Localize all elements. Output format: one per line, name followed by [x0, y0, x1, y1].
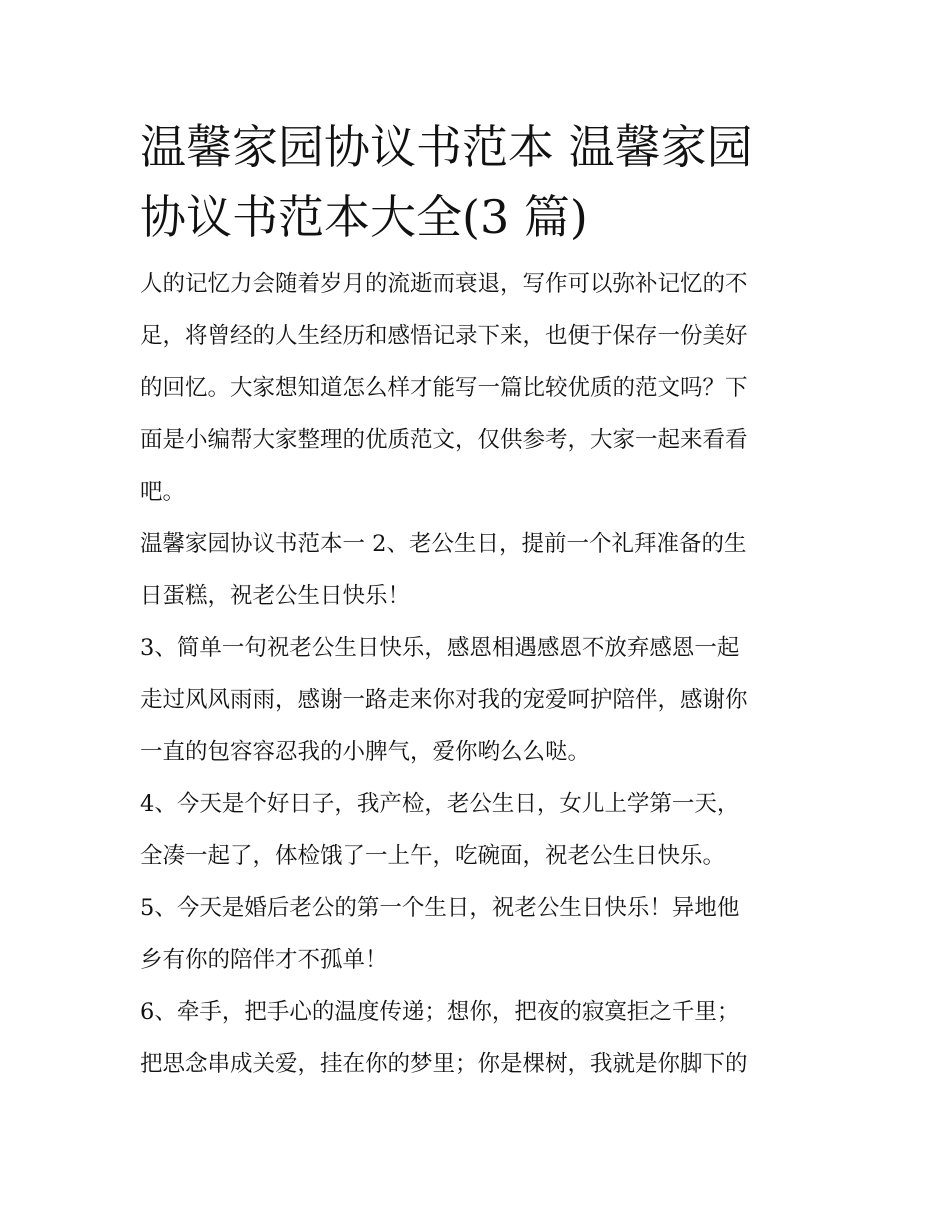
paragraph-item-5 — [140, 882, 815, 986]
text-line: 吧。 — [140, 479, 186, 505]
paragraph-intro — [140, 258, 815, 518]
text-line: 5、今天是婚后老公的第一个生日，祝老公生日快乐！异地他 — [140, 895, 740, 921]
paragraph-item-6 — [140, 986, 815, 1090]
text-line: 乡有你的陪伴才不孤单！ — [140, 947, 388, 973]
text-line: 人的记忆力会随着岁月的流逝而衰退，写作可以弥补记忆的不 — [140, 271, 748, 297]
text-line: 走过风风雨雨，感谢一路走来你对我的宠爱呵护陪伴，感谢你 — [140, 687, 748, 713]
text-line: 日蛋糕，祝老公生日快乐！ — [140, 583, 411, 609]
title-line-2: 协议书范本大全(3 篇) — [140, 190, 588, 244]
document-title — [140, 112, 815, 252]
text-line: 的回忆。大家想知道怎么样才能写一篇比较优质的范文吗？下 — [140, 375, 748, 401]
text-line: 温馨家园协议书范本一 2、老公生日，提前一个礼拜准备的生 — [140, 531, 747, 557]
text-line: 面是小编帮大家整理的优质范文，仅供参考，大家一起来看看 — [140, 427, 748, 453]
text-line: 4、今天是个好日子，我产检，老公生日，女儿上学第一天， — [140, 791, 740, 817]
text-line: 6、牵手，把手心的温度传递；想你，把夜的寂寞拒之千里； — [140, 999, 740, 1025]
text-line: 一直的包容容忍我的小脾气，爱你哟么么哒。 — [140, 739, 591, 765]
text-line: 全凑一起了，体检饿了一上午，吃碗面，祝老公生日快乐。 — [140, 843, 726, 869]
title-line-1: 温馨家园协议书范本 温馨家园 — [140, 120, 753, 174]
paragraph-item-4 — [140, 778, 815, 882]
paragraph-item-2 — [140, 518, 815, 622]
text-line: 3、简单一句祝老公生日快乐，感恩相遇感恩不放弃感恩一起 — [140, 635, 740, 661]
text-line: 把思念串成关爱，挂在你的梦里；你是棵树，我就是你脚下的 — [140, 1051, 748, 1077]
document-content — [140, 112, 815, 1090]
paragraph-item-3 — [140, 622, 815, 778]
text-line: 足，将曾经的人生经历和感悟记录下来，也便于保存一份美好 — [140, 323, 748, 349]
